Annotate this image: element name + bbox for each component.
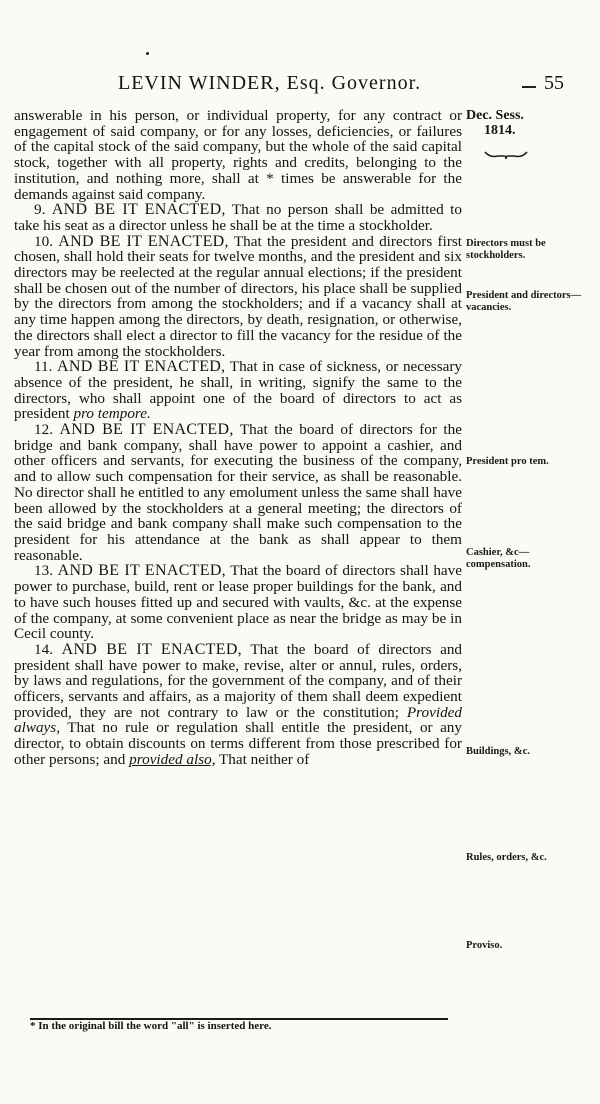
section-12 — [14, 422, 462, 563]
italic-phrase: provided also, — [129, 750, 216, 768]
margin-date — [466, 108, 590, 138]
section-10 — [14, 234, 462, 360]
section-number: 13. — [34, 562, 53, 580]
enacting-clause: AND BE IT ENACTED, — [58, 232, 229, 250]
margin-note-directors-must: Directors must be stockholders. — [466, 238, 546, 261]
section-text: That in case of sickness, or necessary absence of the president, he shall, in writing, signify the same to the directors, who shall appoint one of the board of directors to act as president — [14, 358, 462, 423]
statute-text — [14, 108, 462, 768]
margin-date-session: Dec. Sess. — [466, 108, 524, 123]
page-number: 55 — [544, 72, 564, 94]
margin-brace — [484, 150, 528, 160]
running-title: LEVIN WINDER, Esq. Governor. — [118, 72, 422, 94]
section-text: That no person shall be admitted to take his seat as a director unless he shall be at the time a stockholder. — [14, 201, 462, 234]
section-13 — [14, 563, 462, 642]
enacting-clause: AND BE IT ENACTED, — [51, 201, 226, 219]
footnote: * In the original bill the word "all" is inserted here. — [30, 1020, 272, 1032]
section-text: That the board of directors for the bridge and bank company, shall have power to appoint a cashier, and other officers and servants, for executing the business of the company, and to allow such compensation for their service, as shall be reasonable. No director shall he entitled to any emolument unless the same shall have been allowed by the stockholders at a general meeting; the directors of the said bridge and bank company shall make such compensation to the president for his attendance at the bank as shall appear to them reasonable. — [14, 421, 462, 564]
margin-date-year: 1814. — [484, 123, 516, 138]
enacting-clause: AND BE IT ENACTED, — [57, 358, 226, 376]
margin-note-cashier: Cashier, &c—compensation. — [466, 547, 531, 570]
margin-note-rules: Rules, orders, &c. — [466, 852, 547, 863]
paragraph-continuation: answerable in his person, or individual property, for any contract or engagement of said company, or for any losses, deficiencies, or failures of the capital stock of the said company, but the whole of the said capital stock, together with all property, rights and credits, belonging to the institution, and nothing more, shall at * times be answerable for the demands against said company. — [14, 107, 462, 203]
margin-note-president-pro-tem: President pro tem. — [466, 456, 549, 467]
margin-note-president-directors: President and directors—vacancies. — [466, 290, 582, 313]
margin-note-buildings: Buildings, &c. — [466, 746, 530, 757]
print-speck — [146, 52, 149, 55]
section-number: 10. — [34, 232, 53, 250]
section-text: That the board of directors shall have power to purchase, build, rent or lease proper buildings for the bank, and to have such houses fitted up and secured with vaults, &c. at the expense of the company, at some convenient place as near the bridge as may be in Cecil county. — [14, 562, 463, 643]
margin-note-proviso: Proviso. — [466, 940, 503, 951]
italic-phrase: pro tempore. — [73, 405, 151, 423]
italic-phrase: Provided always, — [14, 703, 462, 737]
section-number: 9. — [34, 201, 46, 219]
section-11 — [14, 359, 462, 422]
section-number: 14. — [34, 640, 53, 658]
section-text: That the board of directors and president shall have power to make, revise, alter or annul, rules, orders, by laws and regulations, for the government of the company, and of their officers, servants and affairs, as a majority of them shall deem expedient provided, they are not contrary to law or the constitution; — [14, 640, 463, 721]
page-header — [0, 72, 600, 96]
enacting-clause: AND BE IT ENACTED, — [61, 640, 242, 658]
section-number: 11. — [34, 358, 53, 376]
enacting-clause: AND BE IT ENACTED, — [59, 421, 234, 439]
section-text: That neither of — [215, 750, 310, 768]
enacting-clause: AND BE IT ENACTED, — [57, 562, 226, 580]
header-dash — [522, 86, 536, 88]
section-14 — [14, 642, 462, 768]
section-text: That no rule or regulation shall entitle the president, or any director, to obtain discounts on terms different from those prescribed for other persons; and — [14, 719, 462, 768]
section-9 — [14, 202, 462, 233]
section-number: 12. — [34, 421, 53, 439]
section-text: That the president and directors first chosen, shall hold their seats for twelve months, and the president and six directors may be reelected at the regular annual elections; if the president shall be chosen out of the number of directors, his place shall be supplied by the directors from among the stockholders; and if a vacancy shall at any time happen among the directors, by death, resignation, or otherwise, the directors shall elect a director to fill the vacancy for the residue of the year from among the stockholders. — [14, 232, 463, 360]
